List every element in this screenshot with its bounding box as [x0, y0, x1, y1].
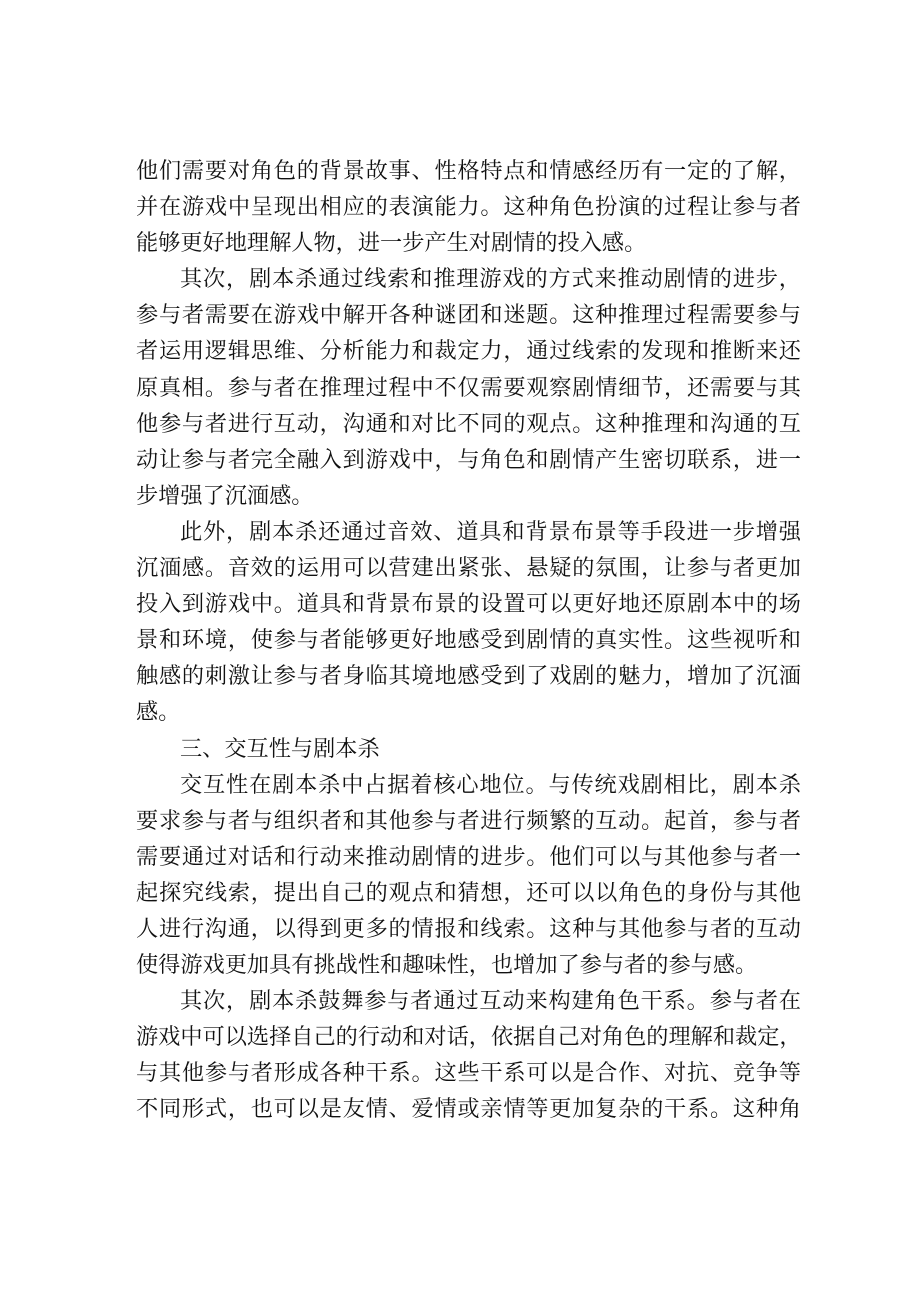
text-line: 能够更好地理解人物，进一步产生对剧情的投入感。 — [136, 230, 647, 257]
text-line: 起探究线索，提出自己的观点和猜想，还可以以角色的身份与其他 — [136, 879, 801, 906]
text-line: 步增强了沉湎感。 — [136, 482, 314, 509]
text-line: 景和环境，使参与者能够更好地感受到剧情的真实性。这些视听和 — [136, 627, 801, 654]
text-line: 并在游戏中呈现出相应的表演能力。这种角色扮演的过程让参与者 — [136, 194, 801, 221]
text-line: 原真相。参与者在推理过程中不仅需要观察剧情细节，还需要与其 — [136, 374, 801, 401]
text-line: 游戏中可以选择自己的行动和对话，依据自己对角色的理解和裁定， — [136, 1024, 802, 1051]
text-line: 与其他参与者形成各种干系。这些干系可以是合作、对抗、竞争等 — [136, 1060, 801, 1087]
text-line: 他们需要对角色的背景故事、性格特点和情感经历有一定的了解， — [136, 158, 801, 184]
text-line: 触感的刺激让参与者身临其境地感受到了戏剧的魅力，增加了沉湎 — [136, 663, 801, 690]
text-line: 其次，剧本杀鼓舞参与者通过互动来构建角色干系。参与者在 — [180, 988, 801, 1015]
text-line: 不同形式，也可以是友情、爱情或亲情等更加复杂的干系。这种角 — [136, 1096, 801, 1123]
text-line: 三、交互性与剧本杀 — [180, 735, 380, 762]
text-line: 者运用逻辑思维、分析能力和裁定力，通过线索的发现和推断来还 — [136, 338, 801, 365]
text-line: 动让参与者完全融入到游戏中，与角色和剧情产生密切联系，进一 — [136, 446, 801, 473]
text-line: 使得游戏更加具有挑战性和趣味性，也增加了参与者的参与感。 — [136, 952, 758, 979]
text-line: 交互性在剧本杀中占据着核心地位。与传统戏剧相比，剧本杀 — [180, 771, 801, 798]
text-line: 沉湎感。音效的运用可以营建出紧张、悬疑的氛围，让参与者更加 — [136, 555, 801, 582]
text-line: 此外，剧本杀还通过音效、道具和背景布景等手段进一步增强 — [180, 518, 801, 545]
text-line: 人进行沟通，以得到更多的情报和线索。这种与其他参与者的互动 — [136, 915, 801, 942]
text-line: 其次，剧本杀通过线索和推理游戏的方式来推动剧情的进步， — [180, 266, 801, 293]
text-line: 他参与者进行互动，沟通和对比不同的观点。这种推理和沟通的互 — [136, 410, 801, 437]
text-line: 需要通过对话和行动来推动剧情的进步。他们可以与其他参与者一 — [136, 843, 801, 870]
text-line: 投入到游戏中。道具和背景布景的设置可以更好地还原剧本中的场 — [136, 591, 801, 618]
text-line: 参与者需要在游戏中解开各种谜团和迷题。这种推理过程需要参与 — [136, 302, 801, 329]
text-line: 要求参与者与组织者和其他参与者进行频繁的互动。起首，参与者 — [136, 807, 801, 834]
body-text — [136, 153, 801, 1128]
text-line: 感。 — [136, 699, 181, 726]
